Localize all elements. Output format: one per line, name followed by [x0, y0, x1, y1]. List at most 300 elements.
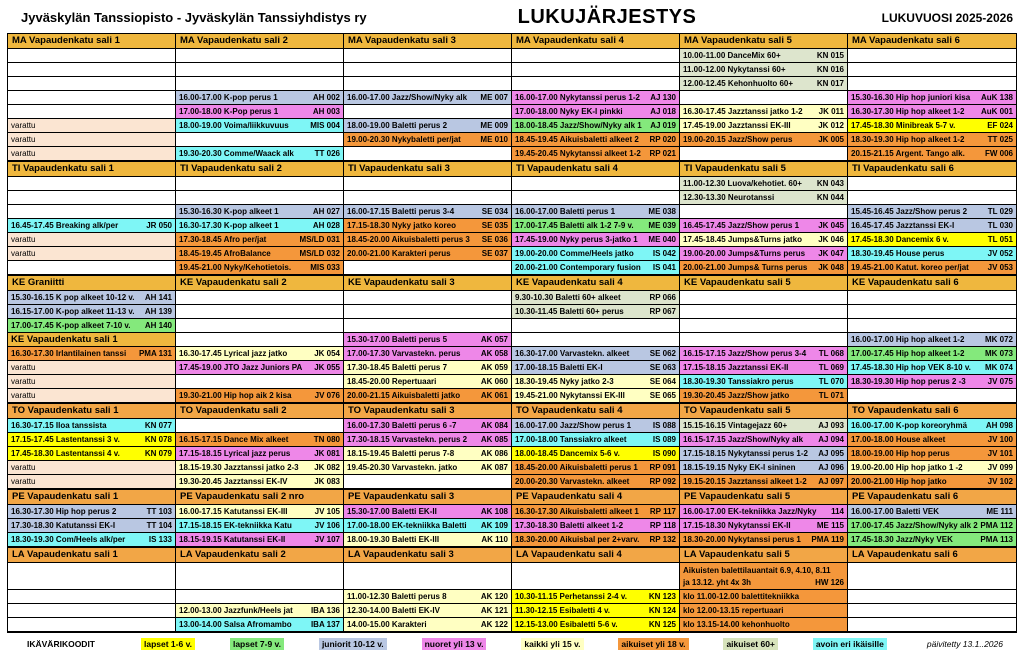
empty-cell: [680, 91, 848, 105]
empty-cell: [8, 91, 176, 105]
class-cell: 11.30-12.15 Esibaletti 4 v. KN 124: [512, 604, 680, 618]
class-cell: 18.45-19.45 Aikuisbaletti alkeet 2 RP 020: [512, 133, 680, 147]
reserved-cell: varattu: [8, 475, 176, 489]
empty-cell: [848, 49, 1016, 63]
legend-title: IKÄVÄRIKOODIT: [27, 639, 95, 649]
day-header-cell: MA Vapaudenkatu sali 1: [8, 34, 176, 49]
class-cell: 17.15-18.15 EK-tekniikka Katu JV 106: [176, 519, 344, 533]
empty-cell: [176, 49, 344, 63]
empty-cell: [848, 389, 1016, 403]
empty-cell: [848, 191, 1016, 205]
class-cell: 17.00-17.45 Hip hop alkeet 1-2 MK 073: [848, 347, 1016, 361]
empty-cell: [680, 333, 848, 347]
empty-cell: [848, 305, 1016, 319]
timetable-row: [8, 191, 1016, 205]
empty-cell: [848, 319, 1016, 333]
class-cell: 16.30-17.30 Irlantilainen tanssi PMA 131: [8, 347, 176, 361]
class-cell: 16.30-17.15 Iloa tanssista KN 077: [8, 419, 176, 433]
class-cell: 12.30-13.30 Neurotanssi KN 044: [680, 191, 848, 205]
timetable-row: [8, 433, 1016, 447]
reserved-cell: varattu: [8, 119, 176, 133]
day-header-cell: PE Vapaudenkatu sali 4: [512, 490, 680, 505]
class-cell: 17.45-18.30 Dancemix 6 v. TL 051: [848, 233, 1016, 247]
class-cell: 16.00-17.00 Hip hop alkeet 1-2 MK 072: [848, 333, 1016, 347]
reserved-cell: varattu: [8, 375, 176, 389]
legend-chip: kaikki yli 15 v.: [521, 638, 583, 650]
day-header-cell: TI Vapaudenkatu sali 2: [176, 162, 344, 177]
class-cell: 16.45-17.45 Jazztanssi EK-I TL 030: [848, 219, 1016, 233]
day-header-cell: PE Vapaudenkatu sali 6: [848, 490, 1016, 505]
timetable-row: [8, 177, 1016, 191]
class-cell: 16.30-17.30 Aikuisbaletti alkeet 1 RP 117: [512, 505, 680, 519]
class-cell: 18.45-19.45 AfroBalance MS/LD 032: [176, 247, 344, 261]
timetable-row: [8, 261, 1016, 275]
class-cell: 20.00-20.30 Varvastekn. alkeet RP 092: [512, 475, 680, 489]
class-cell: 18.30-19.30 Com/Heels alk/per IS 133: [8, 533, 176, 547]
day-header-cell: PE Vapaudenkatu sali 5: [680, 490, 848, 505]
day-header-cell: MA Vapaudenkatu sali 6: [848, 34, 1016, 49]
class-cell: 20.00-21.00 Hip hop jatko JV 102: [848, 475, 1016, 489]
legend-chip: juniorit 10-12 v.: [319, 638, 387, 650]
class-cell: 17.15-18.15 Lyrical jazz perus JK 081: [176, 447, 344, 461]
empty-cell: [8, 77, 176, 91]
class-cell: 16.15-17.00 K-pop alkeet 11-13 v. AH 139: [8, 305, 176, 319]
class-cell: 10.00-11.00 DanceMix 60+ KN 015: [680, 49, 848, 63]
empty-cell: [680, 319, 848, 333]
class-cell: 9.30-10.30 Baletti 60+ alkeet RP 066: [512, 291, 680, 305]
empty-cell: [344, 563, 512, 590]
day-header-cell: KE Vapaudenkatu sali 3: [344, 276, 512, 291]
timetable-row: [8, 618, 1016, 632]
class-cell: 18.15-19.45 Baletti perus 7-8 AK 086: [344, 447, 512, 461]
empty-cell: [344, 319, 512, 333]
class-cell: 16.00-17.30 Baletti perus 6 -7 AK 084: [344, 419, 512, 433]
timetable-row: [8, 563, 1016, 590]
school-name: Jyväskylän Tanssiopisto - Jyväskylän Tanssiyhdistys ry: [21, 10, 367, 25]
empty-cell: [512, 333, 680, 347]
class-cell: 19.30-20.45 Jazz/Show jatko TL 071: [680, 389, 848, 403]
day-header-cell: PE Vapaudenkatu sali 3: [344, 490, 512, 505]
class-cell: 16.30-17.45 Lyrical jazz jatko JK 054: [176, 347, 344, 361]
empty-cell: [8, 590, 176, 604]
timetable-row: [8, 219, 1016, 233]
class-cell: 19.15-20.15 Jazztanssi alkeet 1-2 AJ 097: [680, 475, 848, 489]
empty-cell: [344, 63, 512, 77]
class-cell: 18.30-19.30 Tanssiakro perus TL 070: [680, 375, 848, 389]
class-cell: 16.00-17.00 Baletti perus 1 ME 038: [512, 205, 680, 219]
empty-cell: [344, 305, 512, 319]
empty-cell: [512, 49, 680, 63]
class-cell: 20.00-21.00 Karakteri perus SE 037: [344, 247, 512, 261]
class-cell: 17.00-17.30 Varvastekn. perus AK 058: [344, 347, 512, 361]
class-cell: Aikuisten balettilauantait 6.9, 4.10, 8.11 ja 13.12. yht 4x 3h HW 126: [680, 563, 848, 590]
class-cell: 16.00-17.00 EK-tekniikka Jazz/Nyky 114: [680, 505, 848, 519]
empty-cell: [344, 291, 512, 305]
day-header-cell: TO Vapaudenkatu sali 6: [848, 404, 1016, 419]
empty-cell: [512, 319, 680, 333]
day-header-cell: TI Vapaudenkatu sali 4: [512, 162, 680, 177]
timetable-row: [8, 533, 1016, 547]
class-cell: 19.45-21.00 Nyky/Kehotietois. MIS 033: [176, 261, 344, 275]
class-cell: klo 13.15-14.00 kehonhuolto: [680, 618, 848, 632]
day-header-row-pe: [8, 489, 1016, 505]
title-bar: [7, 2, 1017, 33]
empty-cell: [176, 563, 344, 590]
timetable-row: [8, 519, 1016, 533]
class-cell: 17.30-18.30 Katutanssi EK-I TT 104: [8, 519, 176, 533]
class-cell: 18.00-19.00 Voima/liikkuvuus MIS 004: [176, 119, 344, 133]
class-cell: 16.00-17.15 Baletti perus 3-4 SE 034: [344, 205, 512, 219]
class-cell: 12.30-14.00 Baletti EK-IV AK 121: [344, 604, 512, 618]
day-header-cell: TI Vapaudenkatu sali 5: [680, 162, 848, 177]
class-cell: 14.00-15.00 Karakteri AK 122: [344, 618, 512, 632]
class-cell: 17.00-18.00 House alkeet JV 100: [848, 433, 1016, 447]
class-cell: 17.45-18.30 Lastentanssi 4 v. KN 079: [8, 447, 176, 461]
class-cell: 17.45-18.45 Jumps&Turns jatko JK 046: [680, 233, 848, 247]
legend-chip: nuoret yli 13 v.: [422, 638, 487, 650]
timetable-row: [8, 119, 1016, 133]
class-cell: 19.30-21.00 Hip hop aik 2 kisa JV 076: [176, 389, 344, 403]
day-header-cell: MA Vapaudenkatu sali 5: [680, 34, 848, 49]
empty-cell: [176, 590, 344, 604]
class-cell: 18.30-20.00 Nykytanssi perus 1 PMA 119: [680, 533, 848, 547]
class-cell: 18.30-20.00 Aikuisbal per 2+varv. RP 132: [512, 533, 680, 547]
empty-cell: [344, 261, 512, 275]
day-header-cell: KE Vapaudenkatu sali 6: [848, 276, 1016, 291]
day-header-cell: TO Vapaudenkatu sali 4: [512, 404, 680, 419]
timetable-row: [8, 590, 1016, 604]
day-header-cell: KE Vapaudenkatu sali 2: [176, 276, 344, 291]
class-cell: 19.30-20.45 Jazztanssi EK-IV JK 083: [176, 475, 344, 489]
empty-cell: [176, 419, 344, 433]
day-header-cell: PE Vapaudenkatu sali 2 nro: [176, 490, 344, 505]
class-cell: 10.30-11.45 Baletti 60+ perus RP 067: [512, 305, 680, 319]
empty-cell: [344, 191, 512, 205]
class-cell: 16.45-17.45 Jazz/Show perus 1 JK 045: [680, 219, 848, 233]
class-cell: 18.30-19.45 House perus JV 052: [848, 247, 1016, 261]
empty-cell: [8, 63, 176, 77]
class-cell: 19.45-21.00 Nykytanssi EK-III SE 065: [512, 389, 680, 403]
legend-chip: aikuiset 60+: [723, 638, 777, 650]
reserved-cell: varattu: [8, 233, 176, 247]
day-header-row-la: [8, 547, 1016, 563]
class-cell: 18.00-18.45 Jazz/Show/Nyky alk 1 AJ 019: [512, 119, 680, 133]
class-cell: 16.30-17.45 Jazztanssi jatko 1-2 JK 011: [680, 105, 848, 119]
empty-cell: [848, 604, 1016, 618]
empty-cell: [176, 177, 344, 191]
empty-cell: [848, 63, 1016, 77]
class-cell: klo 12.00-13.15 repertuaari: [680, 604, 848, 618]
class-cell: 18.00-19.30 Baletti EK-III AK 110: [344, 533, 512, 547]
class-cell: 17.45-19.00 Jazztanssi EK-III JK 012: [680, 119, 848, 133]
timetable-row: [8, 419, 1016, 433]
empty-cell: [680, 305, 848, 319]
empty-cell: [848, 77, 1016, 91]
timetable-row: [8, 63, 1016, 77]
day-header-cell: PE Vapaudenkatu sali 1: [8, 490, 176, 505]
class-cell: 19.00-20.00 Jumps&Turns perus JK 047: [680, 247, 848, 261]
timetable-row: [8, 347, 1016, 361]
class-cell: 15.15-16.15 Vintagejazz 60+ AJ 093: [680, 419, 848, 433]
class-cell: 17.15-17.45 Lastentanssi 3 v. KN 078: [8, 433, 176, 447]
class-cell: 16.30-17.30 Hip hop perus 2 TT 103: [8, 505, 176, 519]
timetable-row: [8, 77, 1016, 91]
day-header-cell: MA Vapaudenkatu sali 2: [176, 34, 344, 49]
empty-cell: [512, 63, 680, 77]
empty-cell: [848, 177, 1016, 191]
class-cell: 12.00-12.45 Kehonhuolto 60+ KN 017: [680, 77, 848, 91]
day-header-cell: LA Vapaudenkatu sali 6: [848, 548, 1016, 563]
timetable-row: [8, 105, 1016, 119]
class-cell: 19.00-20.15 Jazz/Show perus JK 005: [680, 133, 848, 147]
class-cell: 18.00-18.45 Dancemix 5-6 v. IS 090: [512, 447, 680, 461]
class-cell: 17.15-18.30 Nyky jatko koreo SE 035: [344, 219, 512, 233]
empty-cell: [8, 49, 176, 63]
class-cell: 17.30-18.45 Afro per/jat MS/LD 031: [176, 233, 344, 247]
empty-cell: [8, 191, 176, 205]
class-cell: 18.45-20.00 Aikuisbaletti perus 1 RP 091: [512, 461, 680, 475]
class-cell: 16.00-17.00 Nykytanssi perus 1-2 AJ 130: [512, 91, 680, 105]
empty-cell: [680, 205, 848, 219]
class-cell: 12.00-13.00 Jazzfunk/Heels jat IBA 136: [176, 604, 344, 618]
day-header-row-ti: [8, 161, 1016, 177]
empty-cell: [176, 291, 344, 305]
class-cell: 17.00-18.00 Nyky EK-I pinkki AJ 018: [512, 105, 680, 119]
day-header-cell: TO Vapaudenkatu sali 2: [176, 404, 344, 419]
class-cell: 17.45-19.00 JTO Jazz Juniors PA JK 055: [176, 361, 344, 375]
timetable-row: [8, 305, 1016, 319]
timetable-row: [8, 361, 1016, 375]
empty-cell: [8, 604, 176, 618]
class-cell: 17.00-18.00 Tanssiakro alkeet IS 089: [512, 433, 680, 447]
class-cell: klo 11.00-12.00 balettitekniikka: [680, 590, 848, 604]
day-header-cell: TI Vapaudenkatu sali 3: [344, 162, 512, 177]
timetable-row: [8, 461, 1016, 475]
class-cell: 19.30-20.30 Comme/Waack alk TT 026: [176, 147, 344, 161]
empty-cell: [176, 319, 344, 333]
class-cell: 20.15-21.15 Argent. Tango alk. FW 006: [848, 147, 1016, 161]
class-cell: 17.45-18.30 Jazz/Nyky VEK PMA 113: [848, 533, 1016, 547]
day-header-cell: LA Vapaudenkatu sali 3: [344, 548, 512, 563]
empty-cell: [176, 133, 344, 147]
class-cell: 17.00-18.00 EK-tekniikka Baletti AK 109: [344, 519, 512, 533]
empty-cell: [8, 618, 176, 632]
legend-chip: aikuiset yli 18 v.: [618, 638, 688, 650]
day-header-cell: TI Vapaudenkatu sali 6: [848, 162, 1016, 177]
class-cell: 19.45-20.30 Varvastekn. jatko AK 087: [344, 461, 512, 475]
day-header-row-ma: [8, 34, 1016, 49]
class-cell: 16.00-17.00 Jazz/Show/Nyky alk ME 007: [344, 91, 512, 105]
class-cell: 20.00-21.00 Jumps& Turns perus JK 048: [680, 261, 848, 275]
class-cell: 18.30-19.30 Hip hop perus 2 -3 JV 075: [848, 375, 1016, 389]
timetable-row: [8, 375, 1016, 389]
class-cell: 16.30-17.30 K-pop alkeet 1 AH 028: [176, 219, 344, 233]
day-header-cell: TO Vapaudenkatu sali 1: [8, 404, 176, 419]
class-cell: 15.30-16.30 Hip hop juniori kisa AuK 138: [848, 91, 1016, 105]
reserved-cell: varattu: [8, 389, 176, 403]
day-header-cell: KE Vapaudenkatu sali 4: [512, 276, 680, 291]
class-cell: 16.45-17.45 Breaking alk/per JR 050: [8, 219, 176, 233]
class-cell: 16.00-17.15 Katutanssi EK-III JV 105: [176, 505, 344, 519]
day-header-cell: KE Vapaudenkatu sali 5: [680, 276, 848, 291]
class-cell: 15.30-17.00 Baletti perus 5 AK 057: [344, 333, 512, 347]
reserved-cell: varattu: [8, 133, 176, 147]
empty-cell: [680, 147, 848, 161]
timetable-row: [8, 319, 1016, 333]
class-cell: 17.15-18.30 Nykytanssi EK-II ME 115: [680, 519, 848, 533]
empty-cell: [512, 563, 680, 590]
class-cell: 15.30-16.30 K-pop alkeet 1 AH 027: [176, 205, 344, 219]
class-cell: 15.30-16.15 K pop alkeet 10-12 v. AH 141: [8, 291, 176, 305]
class-cell: 15.30-17.00 Baletti EK-II AK 108: [344, 505, 512, 519]
timetable-row: [8, 333, 1016, 347]
legend-items: [141, 638, 927, 650]
day-header-cell: LA Vapaudenkatu sali 4: [512, 548, 680, 563]
class-cell: 15.45-16.45 Jazz/Show perus 2 TL 029: [848, 205, 1016, 219]
class-cell: 18.45-20.00 Aikuisbaletti perus 3 SE 036: [344, 233, 512, 247]
timetable-row: [8, 475, 1016, 489]
day-header-cell: TO Vapaudenkatu sali 5: [680, 404, 848, 419]
empty-cell: [8, 563, 176, 590]
empty-cell: [848, 590, 1016, 604]
class-cell: 18.30-19.45 Nyky jatko 2-3 SE 064: [512, 375, 680, 389]
empty-cell: [176, 333, 344, 347]
reserved-cell: varattu: [8, 461, 176, 475]
school-year: LUKUVUOSI 2025-2026: [881, 10, 1013, 25]
class-cell: 10.30-11.15 Perhetanssi 2-4 v. KN 123: [512, 590, 680, 604]
class-cell: 13.00-14.00 Salsa Afromambo IBA 137: [176, 618, 344, 632]
timetable-row: [8, 291, 1016, 305]
class-cell: 20.00-21.00 Contemporary fusion IS 041: [512, 261, 680, 275]
class-cell: 17.45-18.30 Hip hop VEK 8-10 v. MK 074: [848, 361, 1016, 375]
color-legend: [7, 633, 1017, 651]
class-cell: 12.15-13.00 Esibaletti 5-6 v. KN 125: [512, 618, 680, 632]
reserved-cell: varattu: [8, 247, 176, 261]
class-cell: 11.00-12.30 Luova/kehotiet. 60+ KN 043: [680, 177, 848, 191]
class-cell: 17.00-18.00 K-Pop perus 1 AH 003: [176, 105, 344, 119]
reserved-cell: varattu: [8, 361, 176, 375]
class-cell: 17.00-17.45 K-pop alkeet 7-10 v. AH 140: [8, 319, 176, 333]
empty-cell: [8, 105, 176, 119]
timetable-grid: [7, 33, 1017, 633]
class-cell: 16.00-17.00 K-pop koreoryhmä AH 098: [848, 419, 1016, 433]
class-cell: 18.00-19.00 Hip hop perus JV 101: [848, 447, 1016, 461]
day-header-cell: KE Graniitti: [8, 276, 176, 291]
empty-cell: [176, 305, 344, 319]
empty-cell: [344, 177, 512, 191]
class-cell: 17.00-18.15 Baletti EK-I SE 063: [512, 361, 680, 375]
class-cell: 16.00-17.00 Jazz/Show perus 1 IS 088: [512, 419, 680, 433]
class-cell: 19.45-20.45 Nykytanssi alkeet 1-2 RP 021: [512, 147, 680, 161]
empty-cell: [344, 49, 512, 63]
page-title: LUKUJÄRJESTYS: [517, 6, 697, 28]
class-cell: 16.30-17.00 Varvastekn. alkeet SE 062: [512, 347, 680, 361]
empty-cell: [848, 291, 1016, 305]
timetable-row: [8, 505, 1016, 519]
class-cell: 17.00-17.45 Jazz/Show/Nyky alk 2 PMA 112: [848, 519, 1016, 533]
empty-cell: [344, 105, 512, 119]
class-cell: 18.30-19.30 Hip hop alkeet 1-2 TT 025: [848, 133, 1016, 147]
timetable-row: [8, 205, 1016, 219]
class-cell: 17.15-18.15 Jazztanssi EK-II TL 069: [680, 361, 848, 375]
class-cell: 17.30-18.45 Baletti perus 7 AK 059: [344, 361, 512, 375]
empty-cell: [344, 475, 512, 489]
class-cell: 17.30-18.30 Baletti alkeet 1-2 RP 118: [512, 519, 680, 533]
class-cell: 17.00-17.45 Baletti alk 1-2 7-9 v. ME 039: [512, 219, 680, 233]
legend-chip: lapset 1-6 v.: [141, 638, 195, 650]
day-header-row-to: [8, 403, 1016, 419]
class-cell: 17.45-19.00 Nyky perus 3-jatko 1 ME 040: [512, 233, 680, 247]
timetable-row: [8, 247, 1016, 261]
class-cell: 18.15-19.30 Jazztanssi jatko 2-3 JK 082: [176, 461, 344, 475]
class-cell: 19.00-20.00 Hip hop jatko 1 -2 JV 099: [848, 461, 1016, 475]
timetable-row: [8, 604, 1016, 618]
empty-cell: [512, 191, 680, 205]
empty-cell: [8, 205, 176, 219]
class-cell: 16.00-17.00 K-pop perus 1 AH 002: [176, 91, 344, 105]
empty-cell: [176, 375, 344, 389]
class-cell: 16.00-17.00 Baletti VEK ME 111: [848, 505, 1016, 519]
empty-cell: [848, 618, 1016, 632]
class-cell: 16.15-17.15 Jazz/Show perus 3-4 TL 068: [680, 347, 848, 361]
empty-cell: [176, 77, 344, 91]
class-cell: 16.30-17.30 Hip hop alkeet 1-2 AuK 001: [848, 105, 1016, 119]
empty-cell: [512, 77, 680, 91]
empty-cell: [344, 147, 512, 161]
day-header-cell: LA Vapaudenkatu sali 2: [176, 548, 344, 563]
class-cell: 17.15-18.15 Nykytanssi perus 1-2 AJ 095: [680, 447, 848, 461]
class-cell: 18.15-19.15 Nyky EK-I sininen AJ 096: [680, 461, 848, 475]
empty-cell: [176, 63, 344, 77]
timetable-row: [8, 233, 1016, 247]
day-header-cell: TO Vapaudenkatu sali 3: [344, 404, 512, 419]
empty-cell: [848, 563, 1016, 590]
class-cell: 19.00-20.30 Nykybaletti per/jat ME 010: [344, 133, 512, 147]
empty-cell: [512, 177, 680, 191]
day-header-cell: TI Vapaudenkatu sali 1: [8, 162, 176, 177]
timetable-row: [8, 133, 1016, 147]
empty-cell: [344, 77, 512, 91]
empty-cell: [680, 291, 848, 305]
timetable-row: [8, 91, 1016, 105]
class-cell: 17.30-18.15 Varvastekn. perus 2 AK 085: [344, 433, 512, 447]
reserved-cell: varattu: [8, 147, 176, 161]
legend-chip: lapset 7-9 v.: [230, 638, 284, 650]
class-cell: 19.00-20.00 Comme/Heels jatko IS 042: [512, 247, 680, 261]
class-cell: 11.00-12.00 Nykytanssi 60+ KN 016: [680, 63, 848, 77]
class-cell: 19.45-21.00 Katut. koreo per/jat JV 053: [848, 261, 1016, 275]
empty-cell: [176, 191, 344, 205]
day-header-row-ke: [8, 275, 1016, 291]
day-header-cell: MA Vapaudenkatu sali 4: [512, 34, 680, 49]
timetable-row: [8, 389, 1016, 403]
class-cell: 17.45-18.30 Minibreak 5-7 v. EF 024: [848, 119, 1016, 133]
class-cell: 11.00-12.30 Baletti perus 8 AK 120: [344, 590, 512, 604]
legend-chip: avoin eri ikäisille: [813, 638, 887, 650]
empty-cell: [8, 261, 176, 275]
timetable-row: [8, 49, 1016, 63]
timetable-row: [8, 447, 1016, 461]
day-header-cell: MA Vapaudenkatu sali 3: [344, 34, 512, 49]
empty-cell: [8, 177, 176, 191]
class-cell: 16.15-17.15 Dance Mix alkeet TN 080: [176, 433, 344, 447]
class-cell: 20.00-21.15 Aikuisbaletti jatko AK 061: [344, 389, 512, 403]
class-cell: 18.15-19.15 Katutanssi EK-II JV 107: [176, 533, 344, 547]
day-header-cell: LA Vapaudenkatu sali 5: [680, 548, 848, 563]
subheader-cell: KE Vapaudenkatu sali 1: [8, 333, 176, 347]
updated-date: päivitetty 13.1..2026: [926, 639, 1003, 649]
class-cell: 16.15-17.15 Jazz/Show/Nyky alk AJ 094: [680, 433, 848, 447]
